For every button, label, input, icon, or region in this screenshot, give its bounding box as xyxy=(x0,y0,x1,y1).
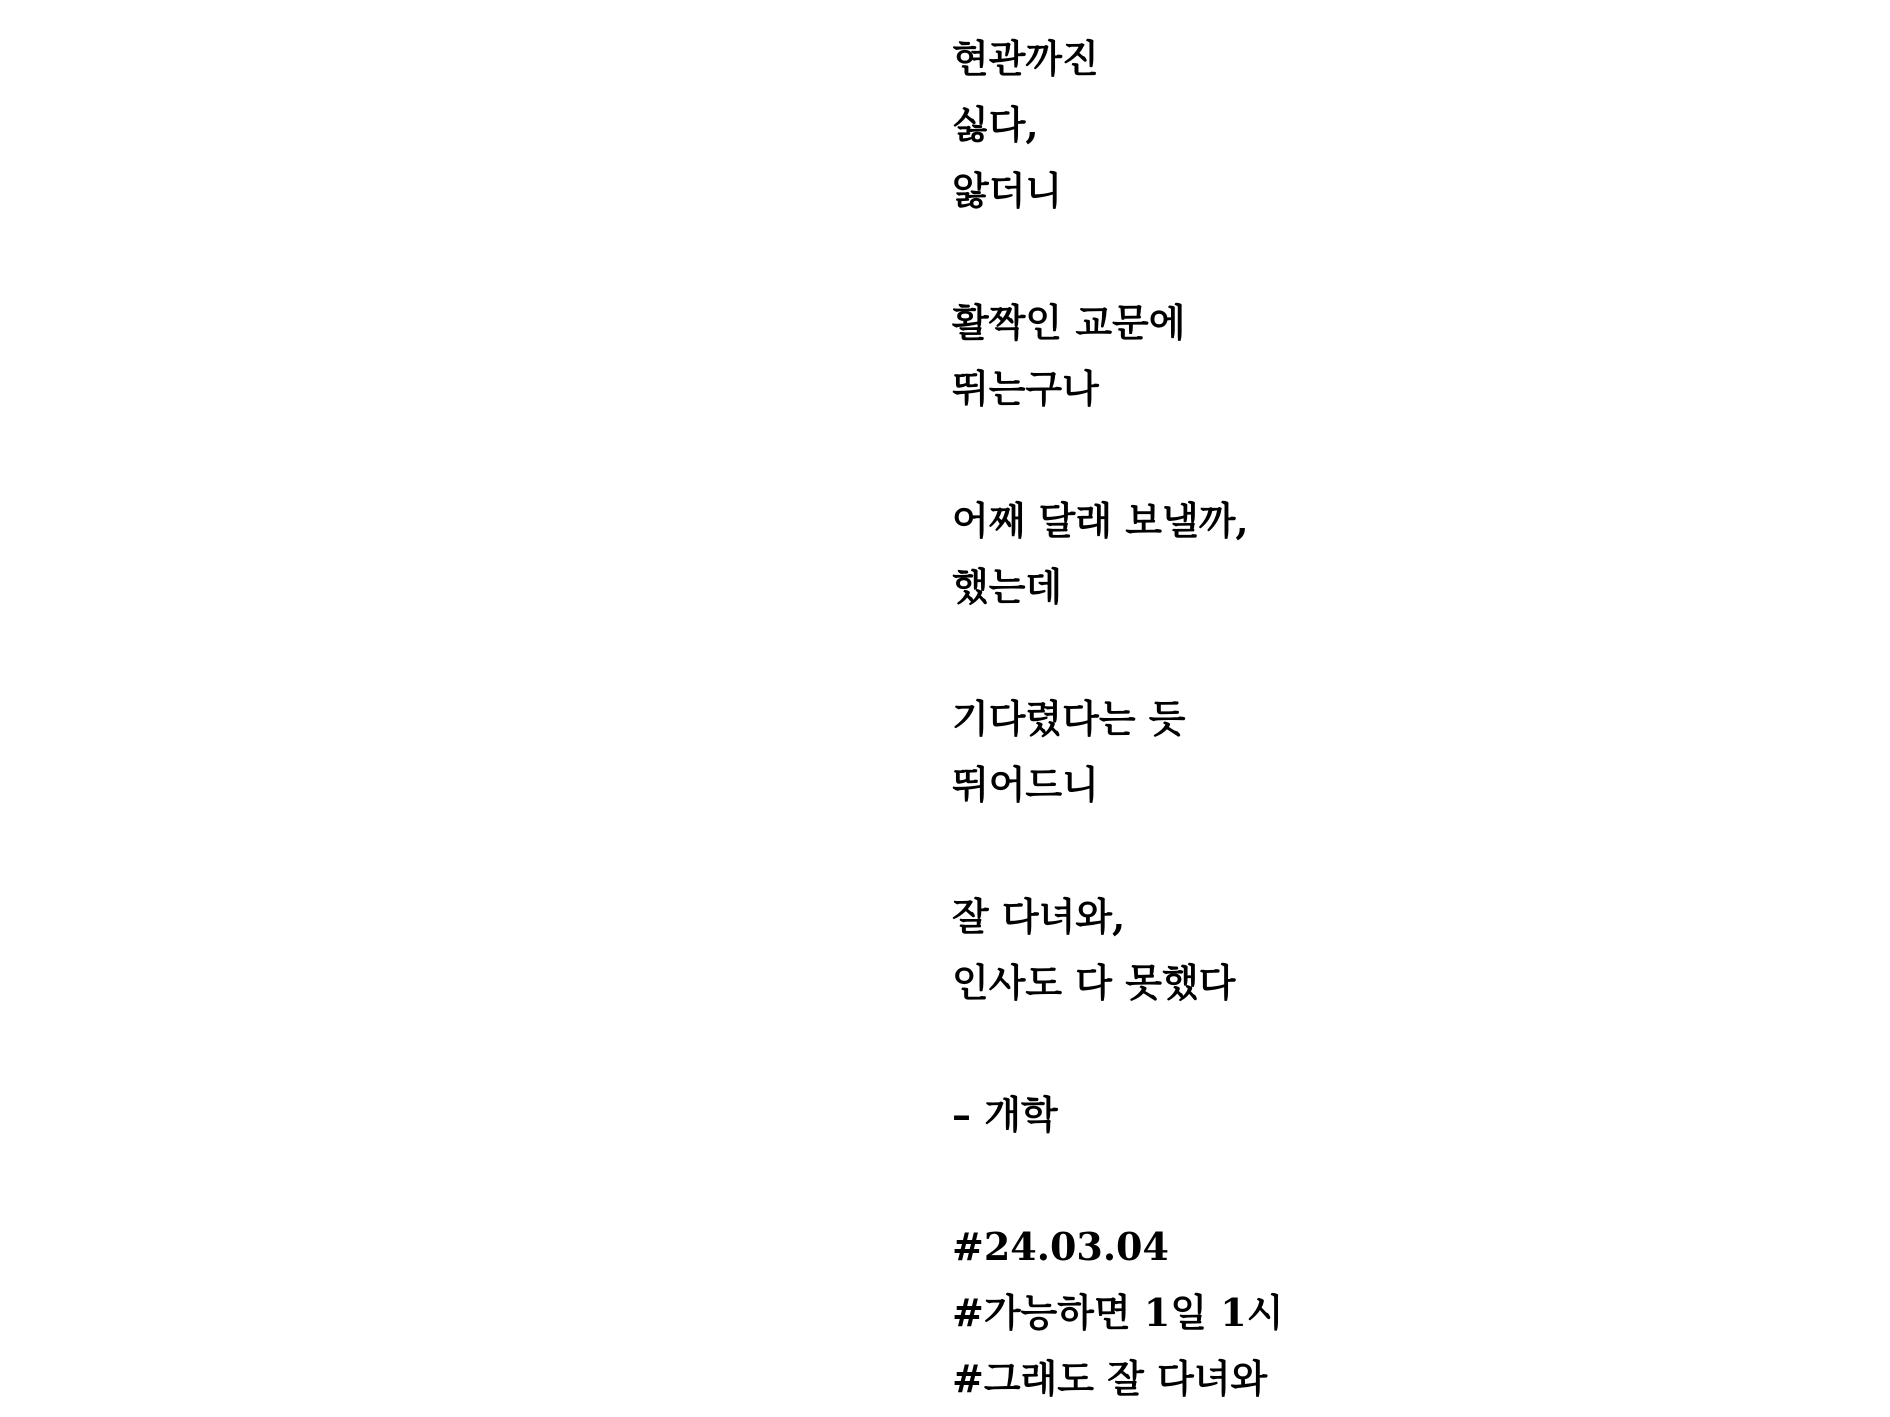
stanza-gap xyxy=(952,1016,1283,1082)
stanza-5 xyxy=(952,884,1283,1016)
stanza-gap xyxy=(952,620,1283,686)
stanza-gap xyxy=(952,422,1283,488)
hashtag: #24.03.04 xyxy=(952,1224,1169,1269)
poem-line: 뛰어드니 xyxy=(952,762,1099,807)
poem-line: 어째 달래 보낼까, xyxy=(952,498,1249,543)
hashtag: #가능하면 1일 1시 xyxy=(952,1290,1284,1335)
poem-line: 현관까진 xyxy=(952,36,1099,81)
poem-line: 뛰는구나 xyxy=(952,366,1099,411)
stanza-2 xyxy=(952,290,1283,422)
poem-body xyxy=(952,26,1283,1412)
poem-line: 싫다, xyxy=(952,102,1039,147)
poem-line: 인사도 다 못했다 xyxy=(952,960,1236,1005)
stanza-gap xyxy=(952,818,1283,884)
hashtag-list xyxy=(952,1214,1283,1412)
stanza-1 xyxy=(952,26,1283,224)
poem-line: 기다렸다는 듯 xyxy=(952,696,1186,741)
poem-title-author: – 개학 xyxy=(952,1092,1058,1137)
section-gap xyxy=(952,1148,1283,1214)
stanza-4 xyxy=(952,686,1283,818)
poem-line: 활짝인 교문에 xyxy=(952,300,1186,345)
poem-line: 잘 다녀와, xyxy=(952,894,1126,939)
stanza-gap xyxy=(952,224,1283,290)
poem-line: 했는데 xyxy=(952,564,1063,609)
stanza-3 xyxy=(952,488,1283,620)
poem-line: 앓더니 xyxy=(952,168,1063,213)
hashtag: #그래도 잘 다녀와 xyxy=(952,1356,1268,1401)
